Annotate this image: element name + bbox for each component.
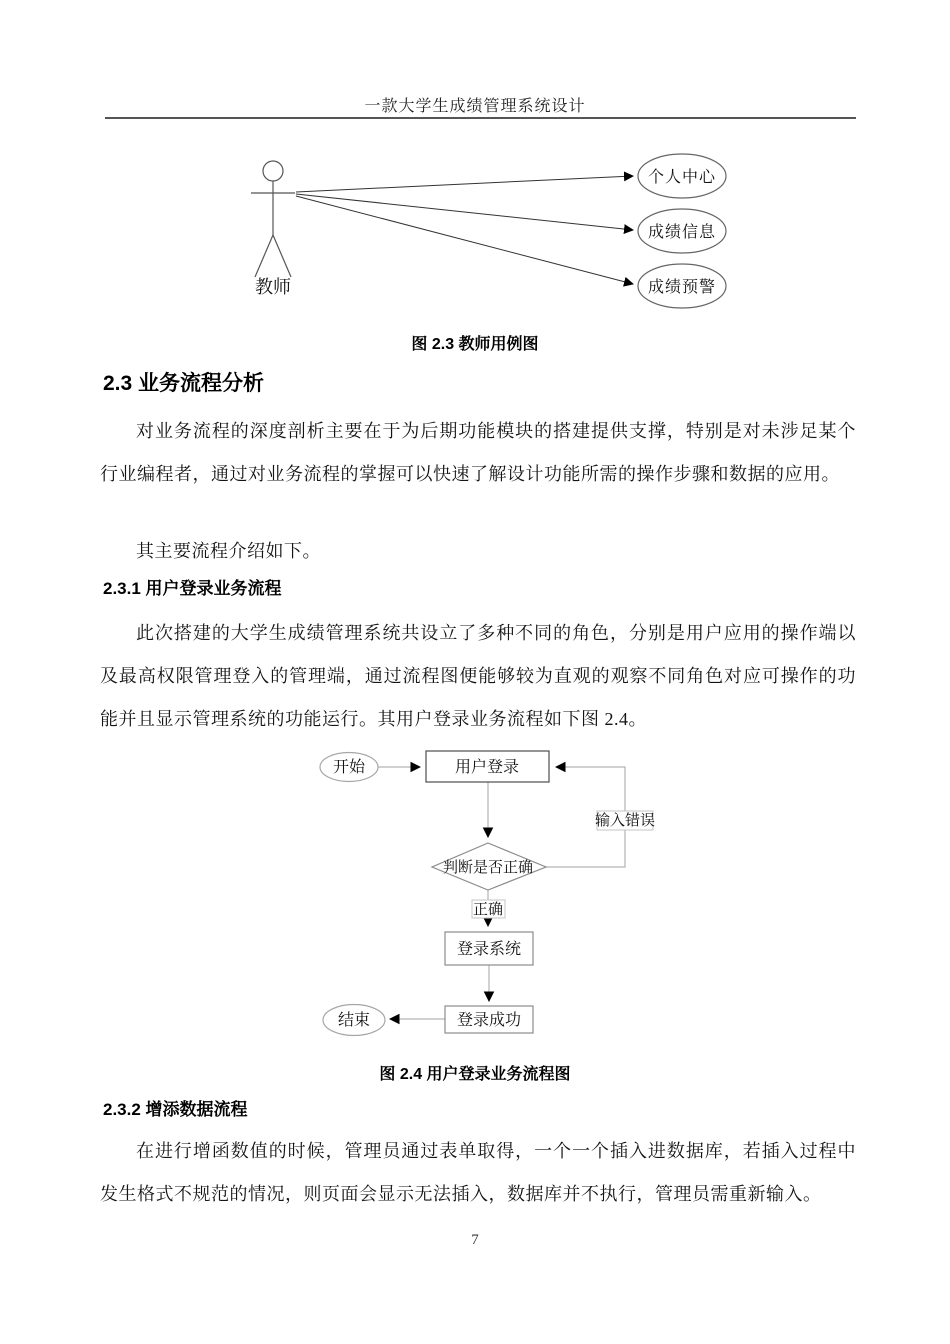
flow-judge-label: 判断是否正确: [442, 860, 534, 876]
subsection-2-paragraph: 在进行增函数值的时候，管理员通过表单取得，一个一个插入进数据库，若插入过程中发生格式不规范的情况，则页面会显示无法插入，数据库并不执行，管理员需重新输入。: [100, 1141, 856, 1204]
running-header-title: 一款大学生成绩管理系统设计: [364, 98, 586, 115]
usecase-ellipses: [638, 154, 726, 308]
header-rule: [105, 117, 856, 119]
flow-success-label: 登录成功: [456, 1012, 522, 1029]
usecase-label-grade-warning: 成绩预警: [647, 279, 717, 296]
flow-correct-label: 正确: [472, 902, 504, 918]
subsection-heading-2-3-1: 2.3.1 用户登录业务流程: [103, 579, 282, 598]
subsection-heading-2-3-2: 2.3.2 增添数据流程: [103, 1100, 248, 1119]
flow-system-label: 登录系统: [456, 941, 522, 958]
flow-login-label: 用户登录: [454, 759, 520, 776]
flow-error-label: 输入错误: [594, 813, 656, 829]
usecase-label-personal-center: 个人中心: [647, 169, 717, 186]
section-heading-2-3: 2.3 业务流程分析: [103, 372, 265, 395]
teacher-usecase-diagram: [230, 140, 750, 320]
usecase-edges: [296, 176, 633, 284]
subsection-1-paragraph: 此次搭建的大学生成绩管理系统共设立了多种不同的角色，分别是用户应用的操作端以及最高权限管理登入的管理端，通过流程图便能够较为直观的观察不同角色对应可操作的功能并且显示管理系统的功能运行。其用户登录业务流程如下图 2.4。: [100, 623, 856, 729]
flow-connectors: [378, 767, 625, 1019]
flow-end-label: 结束: [337, 1012, 371, 1029]
usecase-label-grade-info: 成绩信息: [647, 224, 717, 241]
section-paragraph-2: 其主要流程介绍如下。: [136, 541, 321, 561]
figure-2-4-caption: 图 2.4 用户登录业务流程图: [379, 1066, 571, 1083]
section-paragraph-1: 对业务流程的深度剖析主要在于为后期功能模块的搭建提供支撑，特别是对未涉足某个行业编程者，通过对业务流程的掌握可以快速了解设计功能所需的操作步骤和数据的应用。: [100, 421, 856, 484]
actor-teacher-icon: [251, 161, 295, 277]
figure-2-3-caption: 图 2.3 教师用例图: [411, 336, 539, 353]
actor-label: 教师: [255, 277, 291, 297]
page-number: 7: [471, 1232, 479, 1248]
flow-start-label: 开始: [332, 759, 366, 776]
login-flowchart: [300, 745, 660, 1045]
